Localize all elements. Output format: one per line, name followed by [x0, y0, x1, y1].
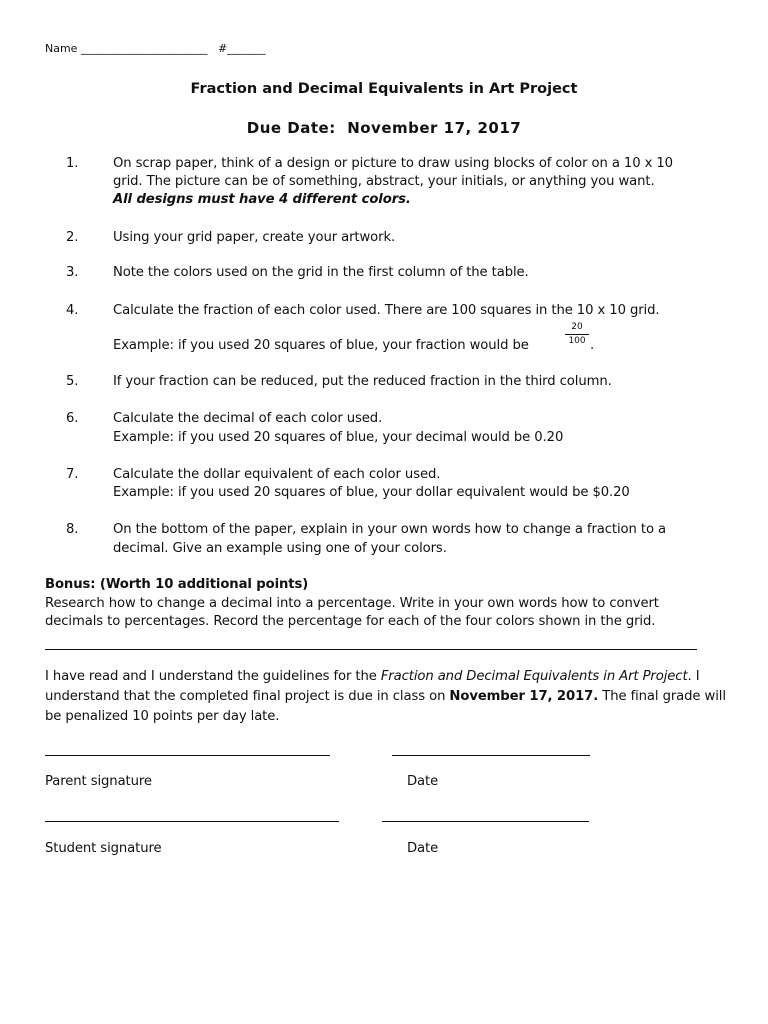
- name-line: [45, 42, 266, 55]
- bonus-line-2: decimals to percentages. Record the percentage for each of the four colors shown in the grid.: [45, 614, 656, 629]
- step-3-line-1: Note the colors used on the grid in the first column of the table.: [113, 265, 529, 280]
- name-blank[interactable]: _______________________: [80, 42, 208, 55]
- bonus-line-1: Research how to change a decimal into a percentage. Write in your own words how to convert: [45, 596, 659, 611]
- step-4-line-1: Calculate the fraction of each color used. There are 100 squares in the 10 x 10 grid.: [113, 303, 660, 318]
- step-number: 8.: [66, 522, 79, 537]
- fraction-numerator: 20: [571, 322, 583, 332]
- separator-line: [45, 649, 697, 650]
- step-number: 1.: [66, 156, 79, 171]
- due-date-label: Due Date:: [246, 119, 336, 137]
- parent-signature-label: Parent signature: [45, 774, 152, 789]
- agreement-due-date: November 17, 2017.: [449, 689, 599, 704]
- name-label: Name: [45, 42, 78, 55]
- step-number: 7.: [66, 467, 79, 482]
- step-number: 4.: [66, 303, 79, 318]
- step-5-line-1: If your fraction can be reduced, put the reduced fraction in the third column.: [113, 374, 612, 389]
- fraction-bar: [565, 334, 589, 335]
- step-number: 6.: [66, 411, 79, 426]
- step-number: 2.: [66, 230, 79, 245]
- student-date-label: Date: [407, 841, 439, 856]
- step-8-line-1: On the bottom of the paper, explain in your own words how to change a fraction to a: [113, 522, 666, 537]
- step-6-line-1: Calculate the decimal of each color used.: [113, 411, 383, 426]
- student-signature-label: Student signature: [45, 841, 162, 856]
- agreement-line-2: [45, 689, 726, 704]
- agreement-line-3: be penalized 10 points per day late.: [45, 709, 280, 724]
- agreement-line-1: [45, 669, 700, 684]
- step-1-emphasis: All designs must have 4 different colors.: [113, 192, 411, 207]
- step-7-line-2: Example: if you used 20 squares of blue, your dollar equivalent would be $0.20: [113, 485, 630, 500]
- parent-date-line[interactable]: [392, 755, 590, 756]
- step-1-line-2: grid. The picture can be of something, abstract, your initials, or anything you want.: [113, 174, 655, 189]
- agreement-project-name: Fraction and Decimal Equivalents in Art Project: [380, 669, 688, 684]
- step-number: 5.: [66, 374, 79, 389]
- agreement-text: The final grade will: [598, 689, 726, 704]
- step-8-line-2: decimal. Give an example using one of your colors.: [113, 541, 447, 556]
- bonus-heading: Bonus: (Worth 10 additional points): [45, 577, 309, 592]
- due-date-value: November 17, 2017: [347, 119, 522, 137]
- step-4-example-end: .: [590, 338, 595, 353]
- agreement-text: I have read and I understand the guidelines for the: [45, 669, 381, 684]
- step-4-example: Example: if you used 20 squares of blue, your fraction would be: [113, 338, 529, 353]
- agreement-text: . I: [687, 669, 700, 684]
- step-6-line-2: Example: if you used 20 squares of blue, your decimal would be 0.20: [113, 430, 564, 445]
- number-blank[interactable]: #_______: [217, 42, 266, 55]
- due-date: [0, 119, 768, 137]
- fraction-20-over-100: [565, 322, 589, 347]
- student-signature-line[interactable]: [45, 821, 339, 822]
- step-1-line-1: On scrap paper, think of a design or picture to draw using blocks of color on a 10 x 10: [113, 156, 673, 171]
- step-7-line-1: Calculate the dollar equivalent of each color used.: [113, 467, 441, 482]
- parent-date-label: Date: [407, 774, 439, 789]
- step-2-line-1: Using your grid paper, create your artwork.: [113, 230, 396, 245]
- document-title: Fraction and Decimal Equivalents in Art Project: [190, 81, 578, 97]
- agreement-text: understand that the completed final project is due in class on: [45, 689, 450, 704]
- student-date-line[interactable]: [382, 821, 589, 822]
- step-number: 3.: [66, 265, 79, 280]
- fraction-denominator: 100: [568, 336, 586, 346]
- parent-signature-line[interactable]: [45, 755, 330, 756]
